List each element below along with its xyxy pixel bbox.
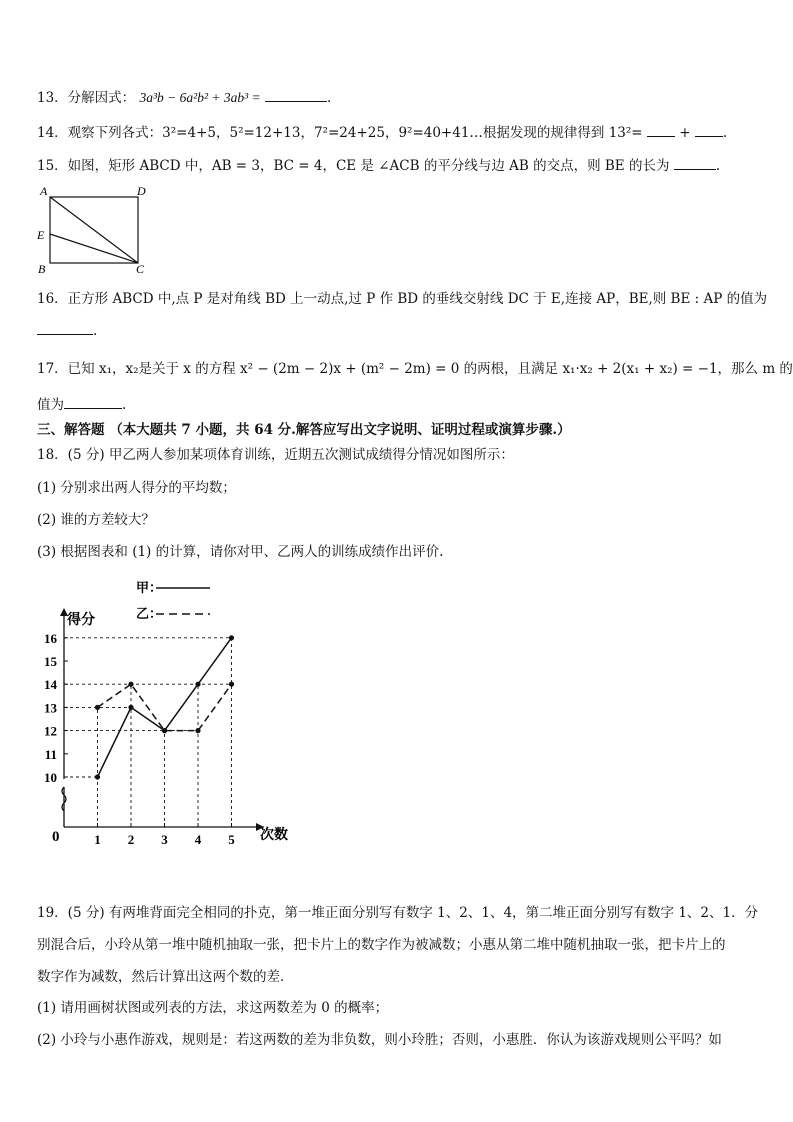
q18-sub1: (1) 分别求出两人得分的平均数； [37,480,236,496]
q17-end: . [122,397,127,413]
q13-expression: 3a³b − 6a²b² + 3ab³ = [139,90,261,105]
q17-text: 17．已知 x₁，x₂是关于 x 的方程 x² − (2m − 2)x + (m² − 2m) = 0 的两根，且满足 x₁·x₂ + 2(x₁ + x₂) = −1，那么 m 的 [37,361,793,377]
data-point-yi [128,682,133,687]
q17-prefix: 值为 [37,397,64,413]
data-point-jia [128,705,133,710]
data-point-yi [162,728,167,733]
series-line-yi [98,684,232,730]
score-line-chart [30,572,310,847]
y-tick-label: 15 [44,654,57,669]
label-c: C [136,262,145,276]
diagonal-ac [50,197,138,263]
data-point-yi [229,682,234,687]
q15-answer-blank[interactable] [674,157,716,170]
x-axis-label: 次数 [260,828,288,843]
q19-sub2: (2) 小玲与小惠作游戏，规则是：若这两数的差为非负数，则小玲胜；否则，小惠胜．你认为该游戏规则公平吗？如 [37,1032,722,1048]
y-tick-label: 11 [44,746,57,762]
data-point-yi [195,728,200,733]
question-16-line2 [37,322,97,340]
q16-answer-blank[interactable] [37,322,93,335]
label-a: A [40,184,48,198]
question-14 [37,124,727,142]
q14-blank-2[interactable] [695,124,723,137]
data-point-jia [95,774,100,779]
q19-line3: 数字作为减数，然后计算出这两个数的差． [37,969,294,985]
x-tick-label: 4 [194,832,202,847]
section-3-title: 三、解答题 （本大题共 7 小题，共 64 分.解答应写出文字说明、证明过程或演算步骤.） [37,422,571,438]
q13-suffix: . [326,90,332,106]
x-tick-label: 5 [228,832,235,847]
q14-end: . [722,125,728,141]
y-axis-label: 得分 [67,613,95,628]
q13-answer-blank[interactable] [265,89,327,102]
y-tick-label: 16 [44,630,57,646]
question-17 [37,360,793,378]
legend-label-yi: 乙： [136,606,163,621]
segment-ce [50,234,138,263]
x-tick-label: 1 [94,832,101,847]
q13-prefix: 13．分解因式： [37,90,136,106]
label-d: D [137,184,146,198]
series-line-jia [98,638,232,777]
question-16 [37,290,767,308]
q18-sub3: (3) 根据图表和 (1) 的计算，请你对甲、乙两人的训练成绩作出评价. [37,544,444,560]
data-point-jia [195,682,200,687]
x-tick-label: 3 [161,832,168,847]
q15-text: 15．如图，矩形 ABCD 中，AB = 3，BC = 4，CE 是 ∠ACB 的平分线与边 AB 的交点，则 BE 的长为 [37,158,670,174]
q18-stem: 18．(5 分) 甲乙两人参加某项体育训练，近期五次测试成绩得分情况如图所示： [37,447,514,463]
question-17-line2 [37,396,126,414]
label-b: B [38,262,46,276]
label-e: E [37,228,45,242]
y-tick-label: 12 [44,723,57,739]
q14-blank-1[interactable] [647,124,675,137]
q14-plus: + [679,125,691,141]
q19-sub1: (1) 请用画树状图或列表的方法，求这两数差为 0 的概率； [37,1000,389,1016]
q19-line2: 别混合后，小玲从第一堆中随机抽取一张，把卡片上的数字作为被减数；小惠从第二堆中随机抽取一张，把卡片上的 [37,937,726,953]
y-tick-label: 14 [44,677,57,693]
origin-label: 0 [52,829,60,845]
q15-rectangle-figure [34,182,154,278]
q19-line1: 19．(5 分) 有两堆背面完全相同的扑克，第一堆正面分别写有数字 1、2、1、4，第二堆正面分别写有数字 1、2、1．分 [37,905,759,921]
q16-end: . [93,323,98,339]
y-tick-label: 10 [44,770,57,785]
q16-text: 16．正方形 ABCD 中,点 P 是对角线 BD 上一动点,过 P 作 BD 的垂线交射线 DC 于 E,连接 AP，BE,则 BE : AP 的值为 [37,291,768,307]
data-point-jia [229,635,234,640]
q18-sub2: (2) 谁的方差较大？ [37,512,155,528]
q15-end: . [715,158,721,174]
legend-label-jia: 甲： [136,580,163,595]
question-13 [37,89,331,107]
question-15 [37,157,720,175]
y-tick-label: 13 [44,700,57,716]
q14-text: 14．观察下列各式：3²=4+5，5²=12+13，7²=24+25，9²=40+41…根据发现的规律得到 13²= [37,125,643,141]
x-tick-label: 2 [127,832,135,847]
data-point-yi [95,705,100,710]
q17-answer-blank[interactable] [64,396,122,409]
